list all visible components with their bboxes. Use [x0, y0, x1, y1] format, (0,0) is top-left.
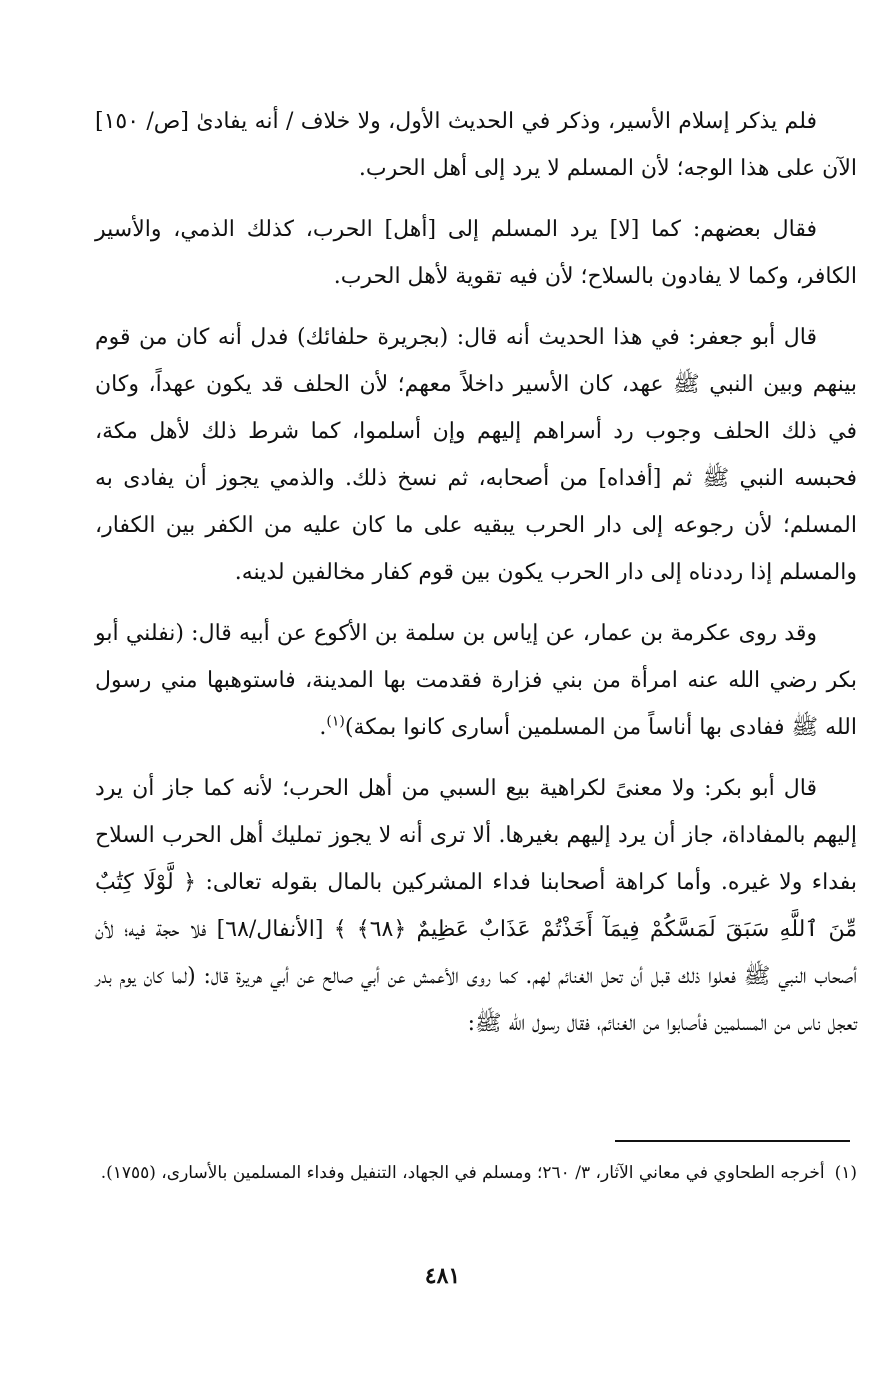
- footnote-text: أخرجه الطحاوي في معاني الآثار، ٣/ ٢٦٠؛ ومسلم في الجهاد، التنفيل وفداء المسلمين بالأسارى، (١٧٥٥).: [100, 1163, 825, 1183]
- page-number: ٤٨١: [424, 1263, 461, 1289]
- footnote-divider: [615, 1140, 850, 1142]
- paragraph-4-end: .: [319, 715, 327, 740]
- paragraph-5-text: قال أبو بكر: ولا معنىً لكراهية بيع السبي من أهل الحرب؛ لأنه كما جاز أن يرد إليهم بالمفاداة، جاز أن يرد إليهم بغيرها. ألا ترى أنه لا يجوز تمليك أهل الحرب السلاح بفداء ولا غيره. وأما كراهة أصحابنا فداء المشركين بالمال بقوله تعالى:: [95, 776, 857, 895]
- paragraph-1-continuation: الآن على هذا الوجه؛ لأن المسلم لا يرد إلى أهل الحرب.: [358, 156, 857, 181]
- paragraph-4: [95, 610, 857, 751]
- footnote-marker: (١): [326, 713, 345, 730]
- quran-verse: ﴿ لَّوْلَا كِتَٰبٌ مِّنَ ٱللَّهِ سَبَقَ لَمَسَّكُمْ فِيمَآ أَخَذْتُمْ عَذَابٌ عَظِيمٌ ﴿٦٨﴾ ﴾: [95, 870, 857, 942]
- paragraph-3: [95, 314, 857, 596]
- paragraph-3-text: قال أبو جعفر: في هذا الحديث أنه قال: (بجريرة حلفائك) فدل أنه كان من قوم بينهم وبين النبي ﷺ عهد، كان الأسير داخلاً معهم؛ لأن الحلف قد يكون عهداً، وكان في ذلك الحلف وجوب رد أسراهم إليهم وإن أسلموا، كما شرط ذلك لأهل مكة، فحبسه النبي ﷺ ثم [أفداه] من أصحابه، ثم نسخ ذلك. والذمي يجوز أن يفادى به المسلم؛ لأن رجوعه إلى دار الحرب يبقيه على ما كان عليه من الكفر بين الكفار، والمسلم إذا رددناه إلى دار الحرب يكون بين قوم كفار مخالفين لدينه.: [95, 325, 857, 585]
- paragraph-2: [95, 206, 857, 300]
- paragraph-5: [95, 765, 857, 1047]
- paragraph-1: [95, 98, 857, 192]
- paragraph-4-text: وقد روى عكرمة بن عمار، عن إياس بن سلمة بن الأكوع عن أبيه قال: (نفلني أبو بكر رضي الله عنه امرأة من بني فزارة فقدمت بها المدينة، فاستوهبها مني رسول الله ﷺ ففادى بها أناساً من المسلمين أسارى كانوا بمكة): [95, 621, 857, 740]
- paragraph-5-continuation: [الأنفال/٦٨] فلا حجة فيه؛ لأن أصحاب النبي ﷺ فعلوا ذلك قبل أن تحل الغنائم لهم. كما روى الأعمش عن أبي صالح عن أبي هريرة قال: (لما كان يوم بدر تعجل ناس من المسلمين فأصابوا من الغنائم، فقال رسول الله ﷺ:: [95, 917, 857, 1036]
- paragraph-2-text: فقال بعضهم: كما [لا] يرد المسلم إلى [أهل] الحرب، كذلك الذمي، والأسير الكافر، وكما لا يفادون بالسلاح؛ لأن فيه تقوية لأهل الحرب.: [95, 217, 857, 289]
- footnote: [95, 1157, 857, 1190]
- page-reference: [ص/ ١٥٠]: [95, 109, 189, 134]
- main-text: [95, 98, 857, 1061]
- paragraph-1-text: فلم يذكر إسلام الأسير، وذكر في الحديث الأول، ولا خلاف / أنه يفادىٰ: [196, 109, 817, 134]
- footnote-number: (١): [834, 1163, 857, 1183]
